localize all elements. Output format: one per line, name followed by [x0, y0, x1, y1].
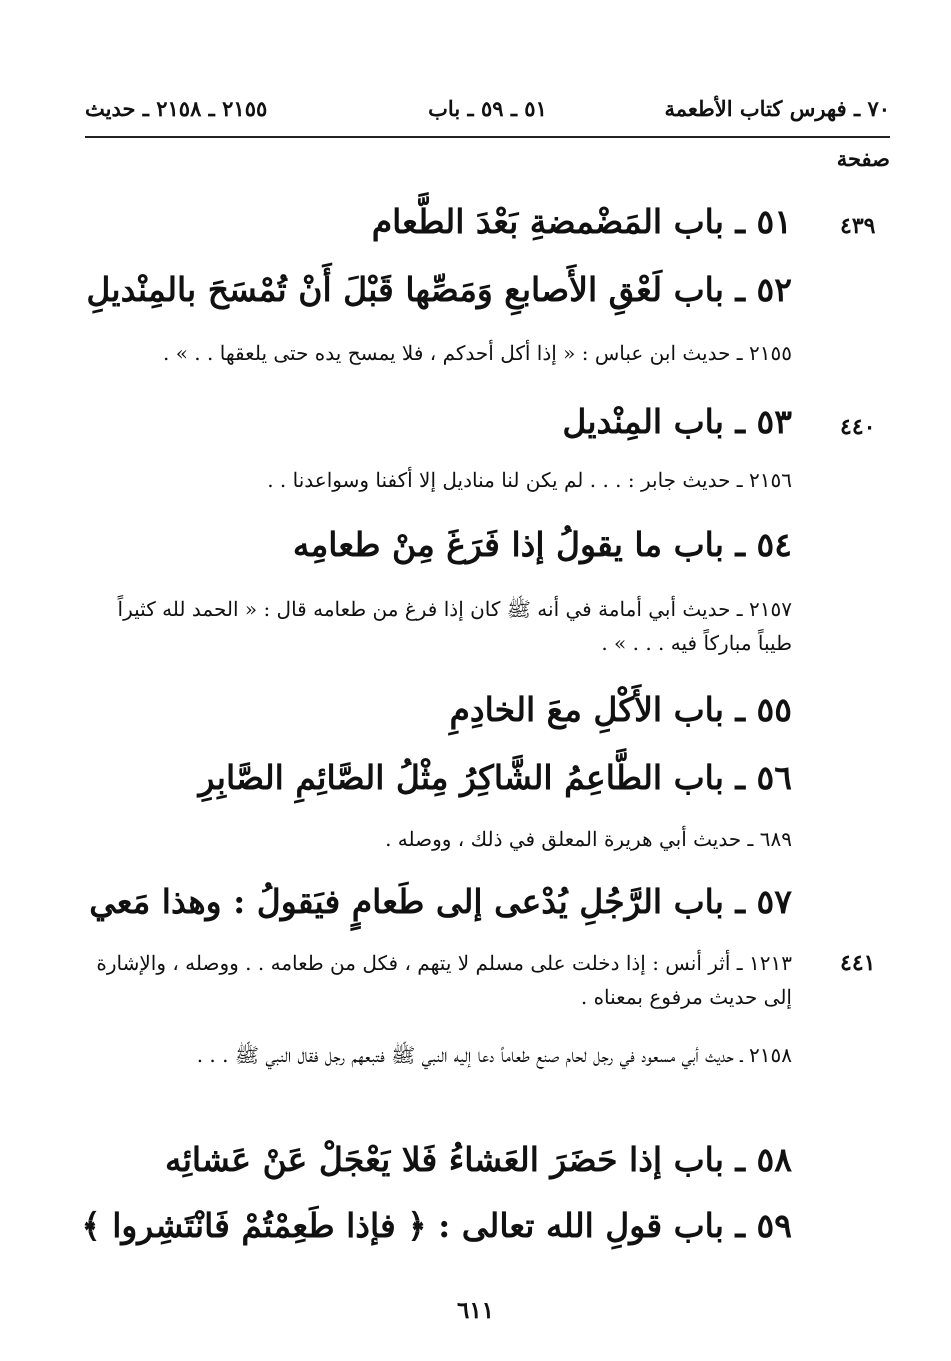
page-column-label: صفحة — [836, 146, 890, 171]
bab-heading: ٥٧ ـ باب الرَّجُلِ يُدْعى إلى طَعامٍ فيَقولُ : وهذا مَعي — [89, 882, 792, 921]
hadith-entry: ٦٨٩ ـ حديث أبي هريرة المعلق في ذلك ، ووصله . — [385, 827, 792, 851]
bab-heading: ٥٣ ـ باب المِنْديل — [562, 402, 792, 441]
running-header — [85, 96, 890, 128]
hadith-entry: ٢١٥٦ ـ حديث جابر : . . . لم يكن لنا مناديل إلا أكفنا وسواعدنا . . — [267, 468, 792, 492]
page-number-ref: ٤٤٠ — [840, 414, 876, 440]
hadith-entry: ٢١٥٨ ـ حديث أبي مسعود في رجل لحام صنع طعاماً دعا إليه النبي ﷺ فتبعهم رجل فقال النبي ﷺ . . . — [196, 1043, 792, 1067]
bab-heading: ٥٨ ـ باب إذا حَضَرَ العَشاءُ فَلا يَعْجَلْ عَنْ عَشائِه — [165, 1140, 792, 1179]
hadith-entry: ٢١٥٥ ـ حديث ابن عباس : « إذا أكل أحدكم ، فلا يمسح يده حتى يلعقها . . » . — [163, 341, 792, 365]
header-bab-range: ٥١ ـ ٥٩ ـ باب — [428, 96, 547, 121]
bab-heading: ٥١ ـ باب المَضْمضةِ بَعْدَ الطَّعام — [371, 202, 792, 241]
page-number: ٦١١ — [456, 1297, 495, 1324]
page-number-ref: ٤٤١ — [840, 950, 876, 976]
header-chapter-title: ٧٠ ـ فهرس كتاب الأطعمة — [664, 96, 890, 121]
bab-heading: ٥٤ ـ باب ما يقولُ إذا فَرَغَ مِنْ طعامِه — [292, 525, 792, 564]
bab-heading: ٥٢ ـ باب لَعْقِ الأَصابعِ وَمَصِّها قَبْلَ أَنْ تُمْسَحَ بالمِنْديلِ — [86, 270, 792, 309]
header-rule — [85, 136, 890, 138]
athar-entry: ١٢١٣ ـ أثر أنس : إذا دخلت على مسلم لا يتهم ، فكل من طعامه . . ووصله ، والإشارة إلى حديث مرفوع بمعناه . — [96, 951, 792, 1009]
bab-heading: ٥٦ ـ باب الطَّاعِمُ الشَّاكِرُ مِثْلُ الصَّائِمِ الصَّابِرِ — [198, 758, 792, 797]
header-hadith-range: ٢١٥٥ ـ ٢١٥٨ ـ حديث — [85, 96, 268, 121]
hadith-entry: ٢١٥٧ ـ حديث أبي أمامة في أنه ﷺ كان إذا فرغ من طعامه قال : « الحمد لله كثيراً طيباً مباركاً فيه . . . » . — [117, 597, 792, 655]
page-number-ref: ٤٣٩ — [840, 213, 876, 239]
bab-heading: ٥٩ ـ باب قولِ الله تعالى : ﴿ فإذا طَعِمْتُمْ فَانْتَشِروا ﴾ — [81, 1206, 792, 1245]
bab-heading: ٥٥ ـ باب الأَكْلِ معَ الخادِمِ — [449, 690, 792, 729]
